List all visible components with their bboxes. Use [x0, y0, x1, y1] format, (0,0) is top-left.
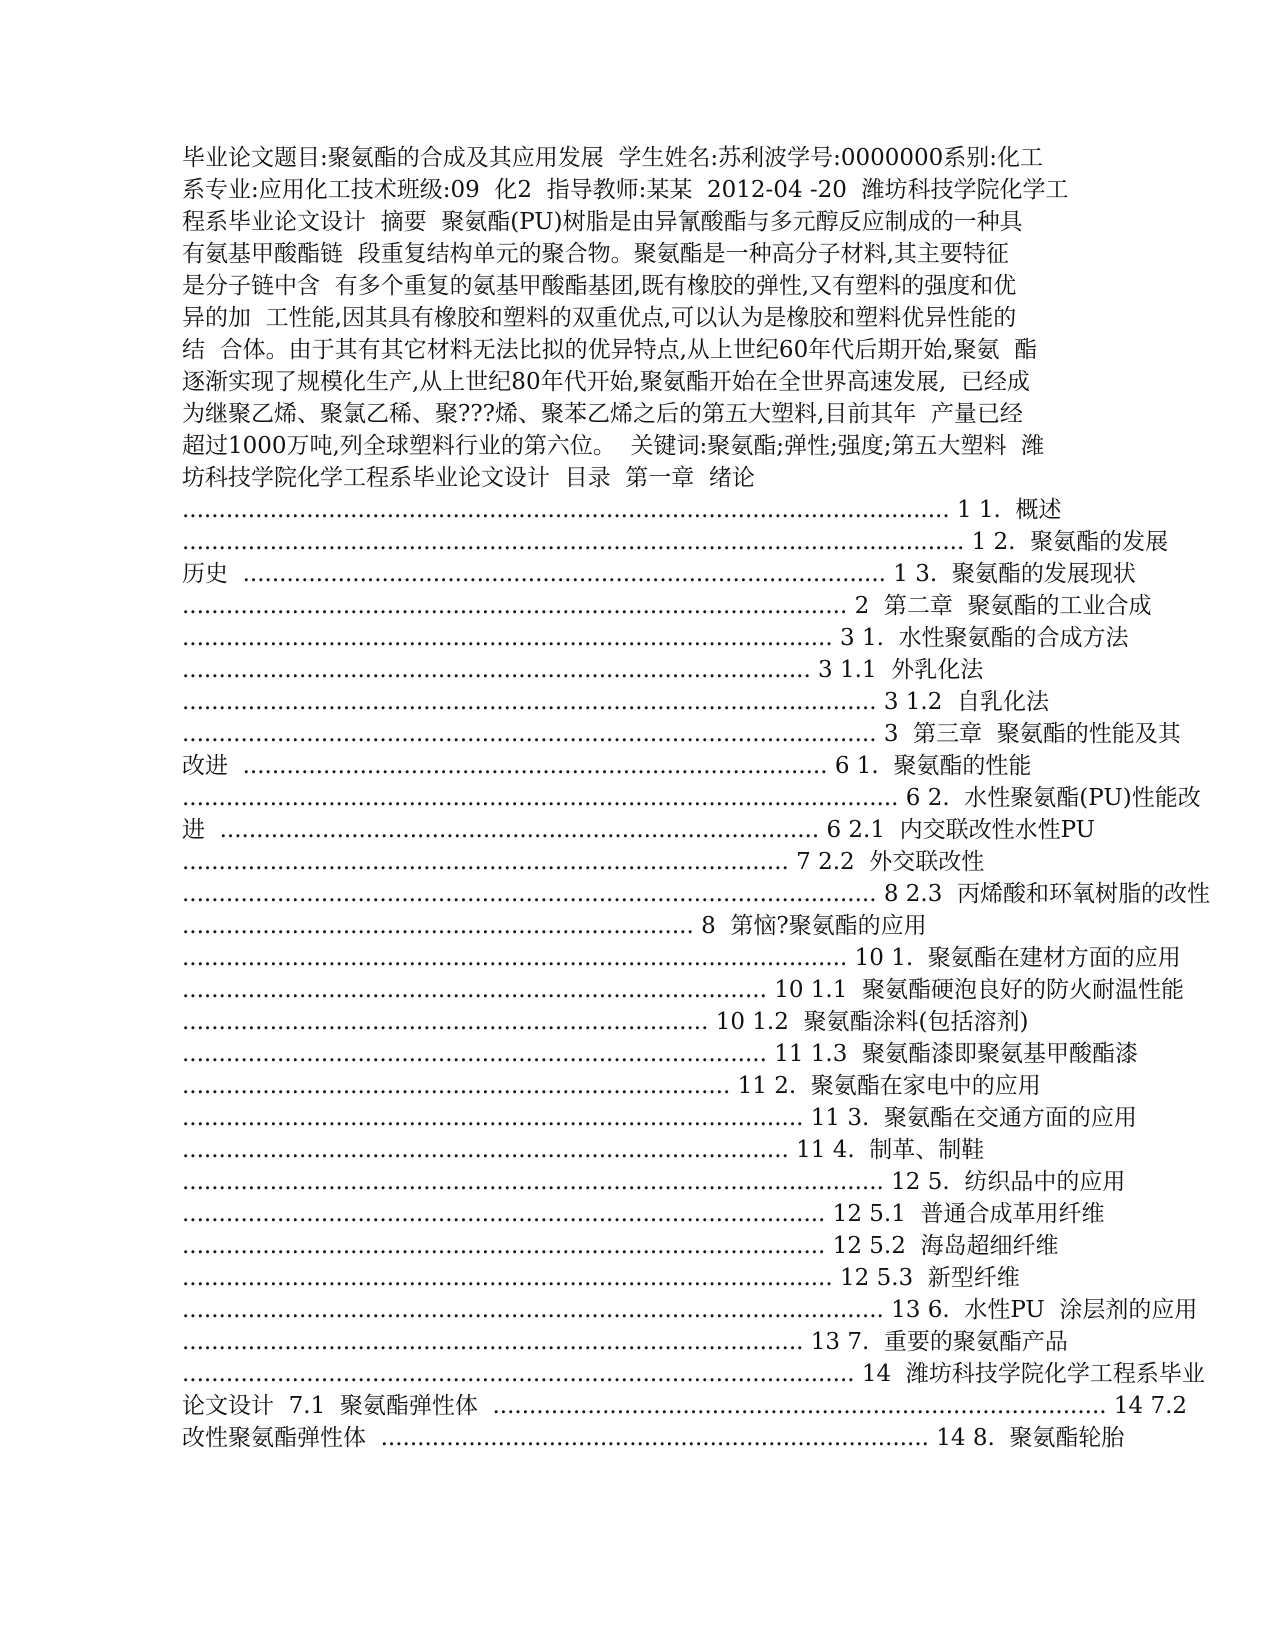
toc-line: ................................................................................... 7 2.2 外交联改性: [182, 849, 985, 875]
toc-line: ............................................................................................... 3 1.2 自乳化法: [182, 689, 1050, 715]
toc-line: ......................................................................................... 12 5.3 新型纤维: [182, 1265, 1020, 1291]
toc-line: ...................................................................... 8 第恼?聚氨酯的应用: [182, 913, 927, 939]
toc-line: 历史 ........................................................................................ 1 3. 聚氨酯的发展现状: [182, 561, 1136, 587]
toc-line: ..................................................................................... 13 7. 重要的聚氨酯产品: [182, 1329, 1068, 1355]
toc-line: ................................................................................ 10 1.1 聚氨酯硬泡良好的防火耐温性能: [182, 977, 1184, 1003]
toc-line: ................................................................................................ 13 6. 水性PU 涂层剂的应用: [182, 1297, 1198, 1323]
toc-line: ........................................................................ 10 1.2 聚氨酯涂料(包括溶剂): [182, 1009, 1029, 1035]
toc-line: 论文设计 7.1 聚氨酯弹性体 .................................................................................... 14 7.2: [182, 1393, 1188, 1419]
toc-line: ........................................................................................ 12 5.2 海岛超细纤维: [182, 1233, 1059, 1259]
text-line: 逐渐实现了规模化生产,从上世纪80年代开始,聚氨酯开始在全世界高速发展, 已经成: [182, 369, 1030, 395]
toc-line: 改性聚氨酯弹性体 ........................................................................... 14 8. 聚氨酯轮胎: [182, 1425, 1125, 1451]
toc-line: ........................................................................................... 2 第二章 聚氨酯的工业合成: [182, 593, 1152, 619]
toc-line: ............................................................................................ 14 潍坊科技学院化学工程系毕业: [182, 1361, 1205, 1387]
toc-line: ........................................................................................ 12 5.1 普通合成革用纤维: [182, 1201, 1105, 1227]
toc-line: ................................................................................................ 12 5. 纺织品中的应用: [182, 1169, 1126, 1195]
toc-line: 改进 ................................................................................ 6 1. 聚氨酯的性能: [182, 753, 1032, 779]
toc-line: ............................................................................................... 3 第三章 聚氨酯的性能及其: [182, 721, 1181, 747]
text-line: 有氨基甲酸酯链 段重复结构单元的聚合物。聚氨酯是一种高分子材料,其主要特征: [182, 241, 1009, 267]
text-line: 坊科技学院化学工程系毕业论文设计 目录 第一章 绪论: [182, 465, 755, 491]
toc-line: 进 .................................................................................. 6 2.1 内交联改性水性PU: [182, 817, 1096, 843]
text-line: 是分子链中含 有多个重复的氨基甲酸酯基团,既有橡胶的弹性,又有塑料的强度和优: [182, 273, 1017, 299]
toc-line: ........................................................................................................... 1 2. 聚氨酯的发展: [182, 529, 1169, 555]
text-line: 程系毕业论文设计 摘要 聚氨酯(PU)树脂是由异氰酸酯与多元醇反应制成的一种具: [182, 209, 1023, 235]
toc-line: ................................................................................... 11 4. 制革、制鞋: [182, 1137, 985, 1163]
toc-line: ..................................................................................... 11 3. 聚氨酯在交通方面的应用: [182, 1105, 1137, 1131]
toc-line: ................................................................................ 11 1.3 聚氨酯漆即聚氨基甲酸酯漆: [182, 1041, 1138, 1067]
toc-line: ............................................................................................... 8 2.3 丙烯酸和环氧树脂的改性: [182, 881, 1211, 907]
text-line: 系专业:应用化工技术班级:09 化2 指导教师:某某 2012-04 -20 潍坊科技学院化学工: [182, 177, 1069, 203]
toc-line: ......................................................................................................... 1 1. 概述: [182, 497, 1062, 523]
toc-line: ........................................................................... 11 2. 聚氨酯在家电中的应用: [182, 1073, 1041, 1099]
text-line: 超过1000万吨,列全球塑料行业的第六位。 关键词:聚氨酯;弹性;强度;第五大塑料 潍: [182, 433, 1045, 459]
text-line: 异的加 工性能,因其具有橡胶和塑料的双重优点,可以认为是橡胶和塑料优异性能的: [182, 305, 1017, 331]
toc-line: ........................................................................................... 10 1. 聚氨酯在建材方面的应用: [182, 945, 1181, 971]
text-line: 为继聚乙烯、聚氯乙稀、聚???烯、聚苯乙烯之后的第五大塑料,目前其年 产量已经: [182, 401, 1023, 427]
text-line: 结 合体。由于其有其它材料无法比拟的优异特点,从上世纪60年代后期开始,聚氨 酯: [182, 337, 1038, 363]
toc-line: ...................................................................................... 3 1.1 外乳化法: [182, 657, 984, 683]
text-line: 毕业论文题目:聚氨酯的合成及其应用发展 学生姓名:苏利波学号:0000000系别:化工: [182, 145, 1044, 171]
toc-line: ......................................................................................... 3 1. 水性聚氨酯的合成方法: [182, 625, 1129, 651]
toc-line: .................................................................................................. 6 2. 水性聚氨酯(PU)性能改: [182, 785, 1201, 811]
document-page: [182, 142, 1211, 1454]
